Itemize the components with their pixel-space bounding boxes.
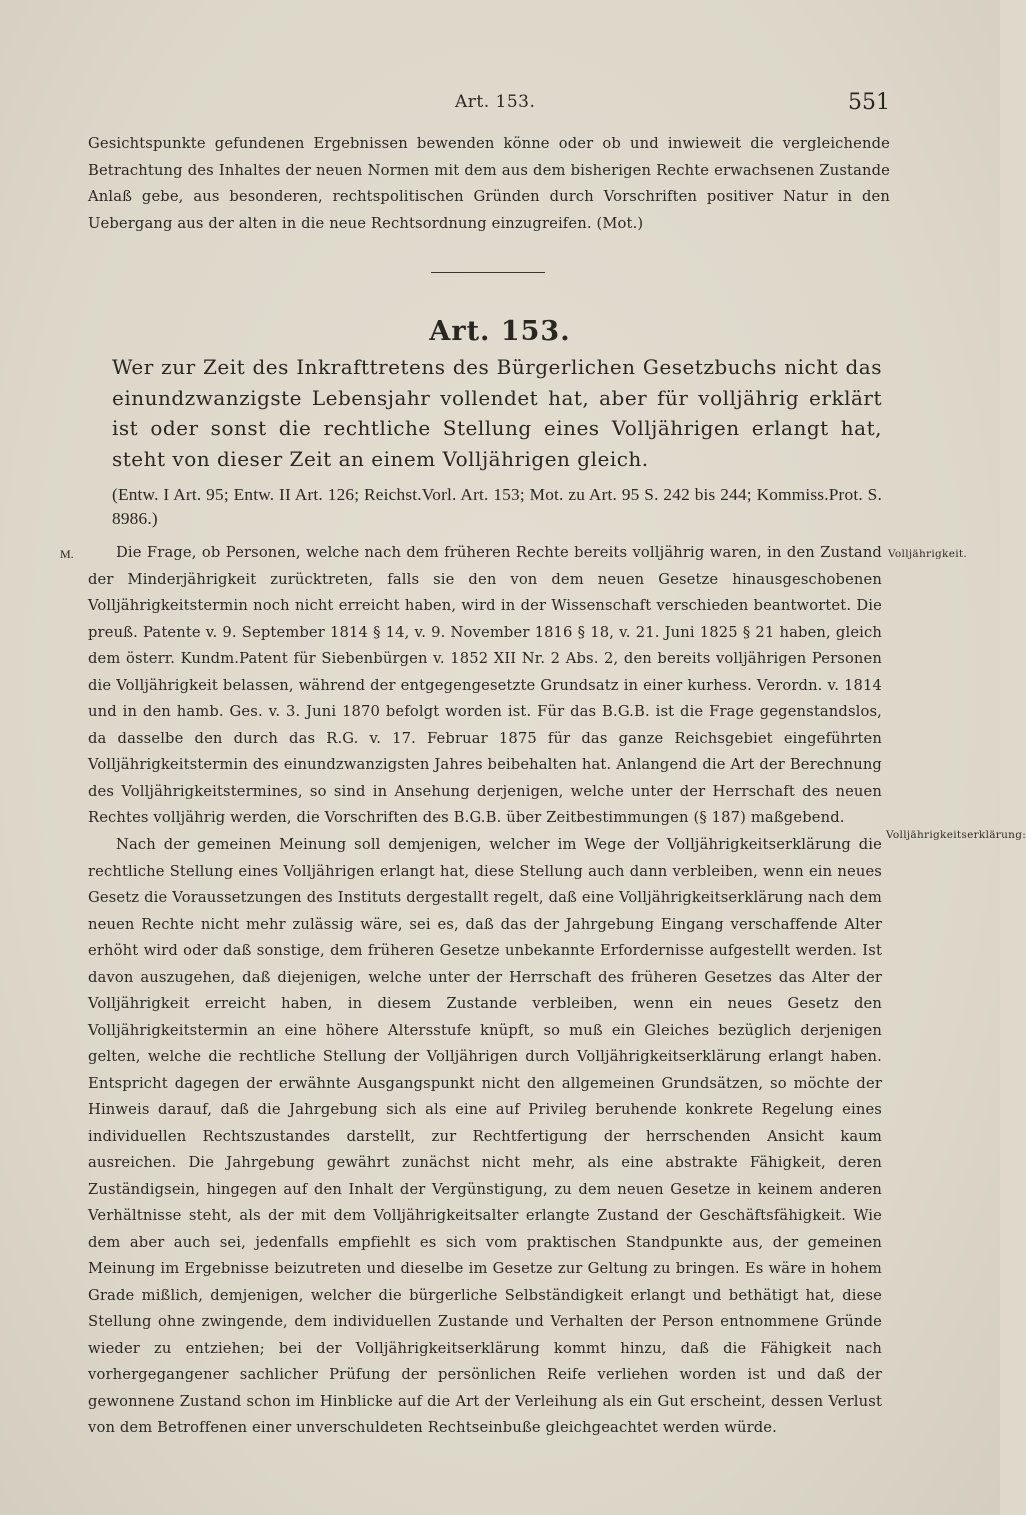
page-number: 551 (848, 90, 890, 115)
intro-paragraph: Gesichtspunkte gefundenen Ergebnissen bewenden könne oder ob und inwieweit die vergleichende Betrachtung des Inhaltes der neuen Normen mit dem aus dem bisherigen Rechte erwachsenen Zustande Anlaß gebe, aus besonderen, rechtspolitischen Gründen durch Vorschriften positiver Natur in den Uebergang aus der alten in die neue Rechtsordnung einzugreifen. (Mot.) (88, 135, 890, 232)
section-divider (431, 272, 545, 273)
margin-note-volljaehrigkeit: Volljährigkeit. (888, 548, 968, 560)
margin-note-volljaehrigkeitserklaerung: Volljährigkeitserklärung: (886, 829, 1026, 841)
motive-paragraph-2: Nach der gemeinen Meinung soll demjenigen, welcher im Wege der Volljährigkeitserklärung die rechtliche Stellung eines Volljährigen erlangt hat, diese Stellung auch dann verbleiben, wenn ein neues Gesetz die Voraussetzungen des Instituts dergestallt regelt, daß eine Volljährigkeitserklärung nach dem neuen Rechte nicht mehr zulässig wäre, sei es, daß das der Jahrgebung Eingang verschaffende Alter erhöht wird oder daß sonstige, dem früheren Gesetze unbekannte Erfordernisse aufgestellt werden. Ist davon auszugehen, daß diejenigen, welche unter der Herrschaft des früheren Gesetzes das Alter der Volljährigkeit erreicht haben, in diesem Zustande verbleiben, wenn ein neues Gesetz den Volljährigkeitstermin an eine höhere Altersstufe knüpft, so muß ein Gleiches bezüglich derjenigen gelten, welche die rechtliche Stellung der Volljährigen durch Volljährigkeitserklärung erlangt haben. Entspricht dagegen der erwähnte Ausgangspunkt nicht den allgemeinen Grundsätzen, so möchte der Hinweis darauf, daß die Jahrgebung sich als eine auf Privileg beruhende konkrete Regelung eines individuellen Rechtszustandes darstellt, zur Rechtfertigung der herrschenden Ansicht kaum ausreichen. Die Jahrgebung gewährt zunächst nicht mehr, als eine abstrakte Fähigkeit, deren Zuständigsein, hingegen auf den Inhalt der Vergünstigung, zu dem neuen Gesetze in keinem anderen Verhältnisse steht, als der mit dem Volljährigkeitsalter erlangte Zustand der Geschäftsfähigkeit. Wie dem aber auch sei, jedenfalls empfiehlt es sich vom praktischen Standpunkte aus, der gemeinen Meinung im Ergebnisse beizutreten und dieselbe im Gesetze zur Geltung zu bringen. Es wäre in hohem Grade mißlich, demjenigen, welcher die bürgerliche Selbständigkeit erlangt und bethätigt hat, diese Stellung ohne zwingende, dem individuellen Zustande und Verhalten der Person entnommene Gründe wieder zu entziehen; bei der Volljährigkeitserklärung kommt hinzu, daß die Fähigkeit nach vorhergegangener sachlicher Prüfung der persönlichen Reife verliehen worden ist und daß der gewonnene Zustand schon im Hinblicke auf die Art der Verleihung als ein Gut erscheint, dessen Verlust von dem Betroffenen einer unverschuldeten Rechtseinbuße gleichgeachtet werden würde. (88, 836, 882, 1436)
running-head: Art. 153. (455, 92, 536, 112)
article-heading: Art. 153. (429, 316, 571, 347)
motive-paragraph-1: Die Frage, ob Personen, welche nach dem früheren Rechte bereits volljährig waren, in den Zustand der Minderjährigkeit zurücktreten, falls sie den von dem neuen Gesetze hinausgeschobenen Volljährigkeitstermin noch nicht erreicht haben, wird in der Wissenschaft verschieden beantwortet. Die preuß. Patente v. 9. September 1814 § 14, v. 9. November 1816 § 18, v. 21. Juni 1825 § 21 haben, gleich dem österr. Kundm.Patent für Siebenbürgen v. 1852 XII Nr. 2 Abs. 2, den bereits volljährigen Personen die Volljährigkeit belassen, während der entgegengesetzte Grundsatz in einer kurhess. Verordn. v. 1814 und in den hamb. Ges. v. 3. Juni 1870 befolgt worden ist. Für das B.G.B. ist die Frage gegenstandslos, da dasselbe den durch das R.G. v. 17. Februar 1875 für das ganze Reichsgebiet eingeführten Volljährigkeitstermin des einundzwanzigsten Jahres beibehalten hat. Anlangend die Art der Berechnung des Volljährigkeitstermines, so sind in Ansehung derjenigen, welche unter der Herrschaft des neuen Rechtes volljährig werden, die Vorschriften des B.G.B. über Zeitbestimmungen (§ 187) maßgebend. (88, 544, 882, 826)
article-sources: (Entw. I Art. 95; Entw. II Art. 126; Reichst.Vorl. Art. 153; Mot. zu Art. 95 S. 242 bis 244; Kommiss.Prot. S. 8986.) (112, 485, 882, 528)
article-text: Wer zur Zeit des Inkrafttretens des Bürgerlichen Gesetzbuchs nicht das einundzwanzigste Lebensjahr vollendet hat, aber für volljährig erklärt ist oder sonst die rechtliche Stellung eines Volljährigen erlangt hat, steht von dieser Zeit an einem Volljährigen gleich. (112, 355, 882, 471)
motive-marker: M. (60, 547, 74, 561)
